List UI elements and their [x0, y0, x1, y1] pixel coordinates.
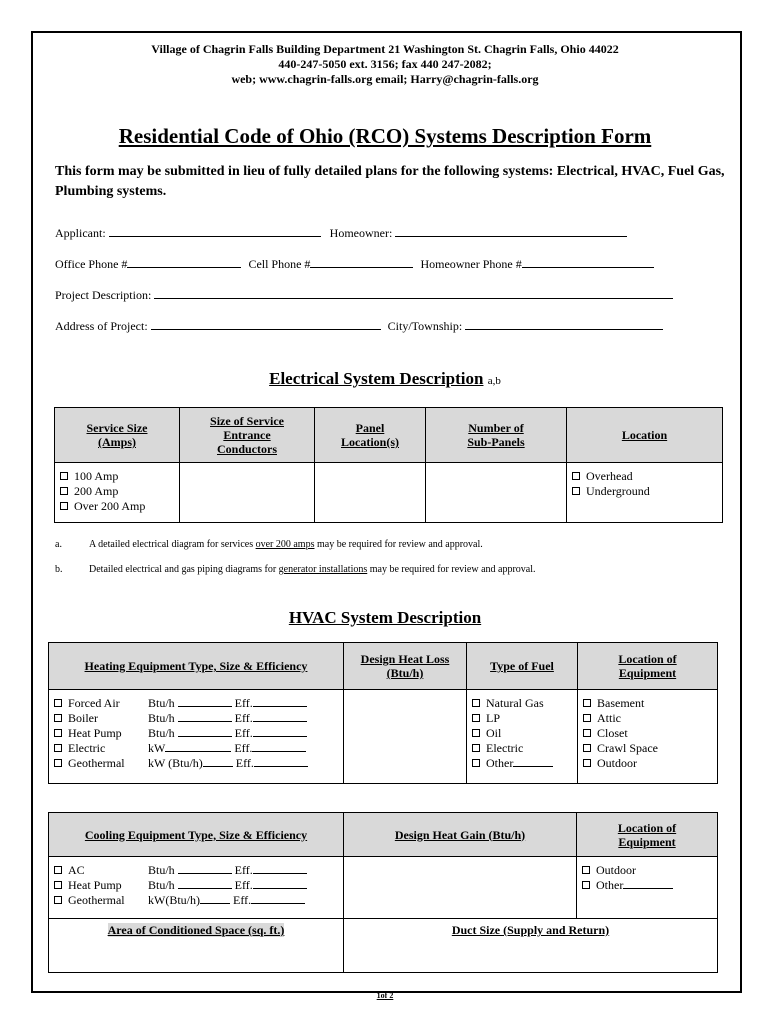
note-a: a. A detailed electrical diagram for services over 200 amps may be required for review and approval.: [55, 539, 483, 550]
option-over-200-amp[interactable]: Over 200 Amp: [60, 499, 174, 514]
cooling-location-other[interactable]: Other: [582, 878, 712, 893]
col-sub-panels: Number of Sub-Panels: [426, 408, 567, 463]
col-cooling-equipment: Cooling Equipment Type, Size & Efficiency: [49, 813, 344, 857]
option-200-amp[interactable]: 200 Amp: [60, 484, 174, 499]
applicant-label: Applicant:: [55, 226, 106, 240]
duct-size-cell[interactable]: [344, 919, 718, 973]
checkbox-icon[interactable]: [54, 896, 62, 904]
checkbox-icon[interactable]: [54, 744, 62, 752]
project-description-row: [55, 288, 673, 303]
checkbox-icon[interactable]: [60, 472, 68, 480]
header-address: Village of Chagrin Falls Building Department 21 Washington St. Chagrin Falls, Ohio 44022: [151, 42, 619, 56]
heating-table: [48, 642, 718, 784]
city-input[interactable]: [465, 319, 663, 330]
checkbox-icon[interactable]: [583, 759, 591, 767]
fuel-natural-gas[interactable]: Natural Gas: [472, 696, 572, 711]
checkbox-icon[interactable]: [54, 729, 62, 737]
city-label: City/Township:: [387, 319, 463, 333]
option-overhead[interactable]: Overhead: [572, 469, 717, 484]
header-web: web; www.chagrin-falls.org email; Harry@chagrin-falls.org: [231, 72, 539, 86]
heating-equipment-options: [49, 690, 344, 784]
cooling-equipment-options: [49, 857, 344, 919]
heating-row-electric[interactable]: Electric kW Eff.: [54, 741, 338, 756]
checkbox-icon[interactable]: [583, 699, 591, 707]
col-panel-location: Panel Location(s): [315, 408, 426, 463]
project-description-label: Project Description:: [55, 288, 152, 302]
cooling-row-geothermal[interactable]: Geothermal kW(Btu/h) Eff.: [54, 893, 338, 908]
location-basement[interactable]: Basement: [583, 696, 712, 711]
option-100-amp[interactable]: 100 Amp: [60, 469, 174, 484]
address-input[interactable]: [151, 319, 381, 330]
page-number: 1of 2: [376, 991, 394, 1000]
fuel-oil[interactable]: Oil: [472, 726, 572, 741]
electrical-title: Electrical System Description: [269, 369, 484, 388]
office-phone-label: Office Phone #: [55, 257, 128, 271]
checkbox-icon[interactable]: [472, 729, 480, 737]
homeowner-input[interactable]: [395, 226, 627, 237]
fuel-options: [467, 690, 578, 784]
address-label: Address of Project:: [55, 319, 148, 333]
checkbox-icon[interactable]: [472, 714, 480, 722]
header-phone: 440-247-5050 ext. 3156; fax 440 247-2082;: [278, 57, 492, 71]
cell-phone-label: Cell Phone #: [248, 257, 311, 271]
col-heating-equipment: Heating Equipment Type, Size & Efficiency: [49, 643, 344, 690]
electrical-table: [54, 407, 723, 523]
cooling-table: [48, 812, 718, 973]
applicant-input[interactable]: [109, 226, 321, 237]
cooling-location-outdoor[interactable]: Outdoor: [582, 863, 712, 878]
col-heating-location: Location of Equipment: [578, 643, 718, 690]
checkbox-icon[interactable]: [60, 487, 68, 495]
col-type-of-fuel: Type of Fuel: [467, 643, 578, 690]
homeowner-phone-label: Homeowner Phone #: [420, 257, 522, 271]
service-size-options: [55, 463, 180, 523]
checkbox-icon[interactable]: [472, 759, 480, 767]
checkbox-icon[interactable]: [582, 881, 590, 889]
heating-row-heat-pump[interactable]: Heat Pump Btu/h Eff.: [54, 726, 338, 741]
heating-row-forced-air[interactable]: Forced Air Btu/h Eff.: [54, 696, 338, 711]
page-title: Residential Code of Ohio (RCO) Systems Description Form: [118, 124, 652, 148]
hvac-title: HVAC System Description: [288, 608, 482, 627]
checkbox-icon[interactable]: [54, 866, 62, 874]
office-phone-input[interactable]: [127, 257, 241, 268]
entrance-conductors-cell[interactable]: [180, 463, 315, 523]
col-location: Location: [567, 408, 723, 463]
duct-size-label: Duct Size (Supply and Return): [451, 923, 610, 937]
checkbox-icon[interactable]: [472, 699, 480, 707]
location-closet[interactable]: Closet: [583, 726, 712, 741]
cooling-row-ac[interactable]: AC Btu/h Eff.: [54, 863, 338, 878]
electrical-note-refs: a,b: [487, 375, 501, 387]
checkbox-icon[interactable]: [583, 714, 591, 722]
cell-phone-input[interactable]: [310, 257, 413, 268]
location-crawl-space[interactable]: Crawl Space: [583, 741, 712, 756]
design-heat-loss-cell[interactable]: [344, 690, 467, 784]
fuel-electric[interactable]: Electric: [472, 741, 572, 756]
checkbox-icon[interactable]: [54, 714, 62, 722]
design-heat-gain-cell[interactable]: [344, 857, 577, 919]
checkbox-icon[interactable]: [54, 881, 62, 889]
checkbox-icon[interactable]: [572, 472, 580, 480]
heating-row-geothermal[interactable]: Geothermal kW (Btu/h) Eff.: [54, 756, 338, 771]
homeowner-phone-input[interactable]: [522, 257, 654, 268]
cooling-location-options: [577, 857, 718, 919]
fuel-lp[interactable]: LP: [472, 711, 572, 726]
panel-location-cell[interactable]: [315, 463, 426, 523]
heating-location-options: [578, 690, 718, 784]
conditioned-area-cell[interactable]: [49, 919, 344, 973]
location-outdoor[interactable]: Outdoor: [583, 756, 712, 771]
location-attic[interactable]: Attic: [583, 711, 712, 726]
applicant-row: [55, 226, 627, 241]
checkbox-icon[interactable]: [583, 729, 591, 737]
project-description-input[interactable]: [154, 288, 673, 299]
fuel-other[interactable]: Other: [472, 756, 572, 771]
phone-row: [55, 257, 654, 272]
cooling-row-heat-pump[interactable]: Heat Pump Btu/h Eff.: [54, 878, 338, 893]
intro-text: This form may be submitted in lieu of fully detailed plans for the following systems: Electrical, HVAC, Fuel Gas, Plumbing systems.: [55, 164, 725, 199]
checkbox-icon[interactable]: [54, 699, 62, 707]
checkbox-icon[interactable]: [60, 502, 68, 510]
option-underground[interactable]: Underground: [572, 484, 717, 499]
address-row: [55, 319, 663, 334]
col-cooling-location: Location of Equipment: [577, 813, 718, 857]
homeowner-label: Homeowner:: [329, 226, 393, 240]
checkbox-icon[interactable]: [472, 744, 480, 752]
electrical-heading: [0, 369, 770, 389]
checkbox-icon[interactable]: [54, 759, 62, 767]
col-design-heat-gain: Design Heat Gain (Btu/h): [344, 813, 577, 857]
heating-row-boiler[interactable]: Boiler Btu/h Eff.: [54, 711, 338, 726]
checkbox-icon[interactable]: [582, 866, 590, 874]
col-design-heat-loss: Design Heat Loss (Btu/h): [344, 643, 467, 690]
col-service-size: Service Size (Amps): [55, 408, 180, 463]
sub-panels-cell[interactable]: [426, 463, 567, 523]
checkbox-icon[interactable]: [583, 744, 591, 752]
hvac-heading: [0, 608, 770, 628]
conditioned-area-label: Area of Conditioned Space (sq. ft.): [107, 923, 285, 937]
note-b: b. Detailed electrical and gas piping diagrams for generator installations may be required for review and approval.: [55, 564, 536, 575]
location-options: [567, 463, 723, 523]
col-entrance-conductors: Size of Service Entrance Conductors: [180, 408, 315, 463]
checkbox-icon[interactable]: [572, 487, 580, 495]
